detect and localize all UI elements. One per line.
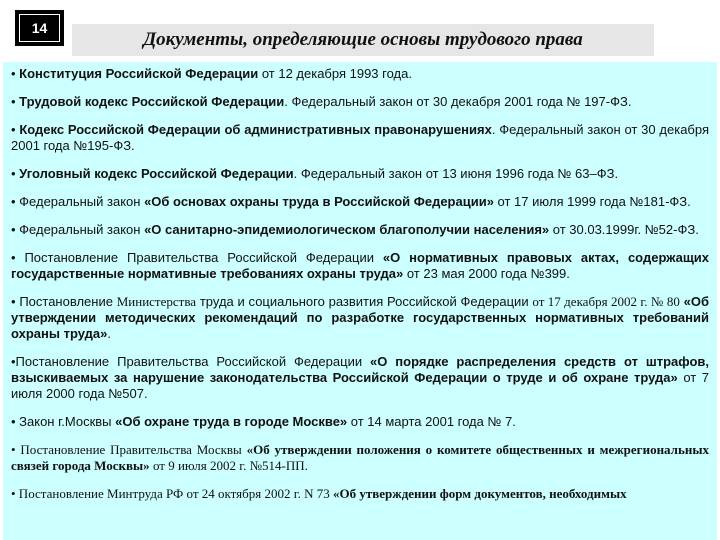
document-name: «Об утверждении форм документов, необходимых xyxy=(333,486,627,501)
document-text: от 17 декабря 2002 г. № 80 xyxy=(532,294,680,309)
document-name: Уголовный кодекс Российской Федерации xyxy=(19,166,294,181)
document-text: от 30.03.1999г. №52-ФЗ. xyxy=(549,222,699,237)
page-title: Документы, определяющие основы трудового права xyxy=(143,29,583,50)
document-text: от 17 июля 1999 года №181-ФЗ. xyxy=(493,194,691,209)
document-name: «Об утверждении положения о комитете общественных и межрегиональных связей города Москвы» xyxy=(11,442,709,473)
document-name: «Об основах охраны труда в Российской Федерации» xyxy=(144,194,494,209)
document-text: труда и социального развития Российской Федерации xyxy=(196,294,533,309)
list-item xyxy=(11,66,709,82)
document-name: Конституция Российской Федерации xyxy=(19,66,259,81)
list-item xyxy=(11,442,709,474)
document-text: • Постановление Минтруда РФ от 24 октября 2002 г. N 73 xyxy=(11,486,333,501)
document-text: от 12 декабря 1993 года. xyxy=(258,66,412,81)
document-text: •Постановление Правительства Российской Федерации xyxy=(11,354,371,369)
document-name: «О порядке распределения средств от штрафов, взыскиваемых за нарушение законодательства Российской Федерации о труде и об охране труда» xyxy=(11,354,709,385)
title-bar xyxy=(72,24,654,56)
document-name: «Об охране труда в городе Москве» xyxy=(115,414,348,429)
document-text: от 23 мая 2000 года №399. xyxy=(403,266,570,281)
list-item xyxy=(11,194,709,210)
document-name: Кодекс Российской Федерации об административных правонарушениях xyxy=(19,122,492,137)
list-item xyxy=(11,414,709,430)
list-item xyxy=(11,250,709,282)
document-text: от 9 июля 2002 г. №514-ПП. xyxy=(149,458,308,473)
document-text: • xyxy=(11,94,20,109)
slide-number-box xyxy=(15,10,64,46)
document-text: • xyxy=(11,166,20,181)
list-item xyxy=(11,94,709,110)
document-text: . xyxy=(107,326,111,341)
document-text: Министерства xyxy=(116,294,197,309)
list-item xyxy=(11,486,709,502)
list-item xyxy=(11,294,709,342)
document-text: • Федеральный закон xyxy=(11,222,145,237)
document-list xyxy=(3,62,717,540)
document-name: «О санитарно-эпидемиологическом благополучии населения» xyxy=(144,222,550,237)
list-item xyxy=(11,166,709,182)
document-name: «О нормативных правовых актах, содержащих государственные нормативные требованиях охраны труда» xyxy=(11,250,710,281)
document-text: от 7 июля 2000 года №507. xyxy=(11,370,710,401)
list-item xyxy=(11,122,709,154)
slide-number: 14 xyxy=(19,14,60,42)
document-text: • Закон г.Москвы xyxy=(11,414,116,429)
list-item xyxy=(11,354,709,402)
list-item xyxy=(11,222,709,238)
document-text: • xyxy=(11,122,20,137)
document-text: • Постановление Правительства Российской Федерации xyxy=(11,250,383,265)
document-text: • xyxy=(11,66,20,81)
document-text: от 14 марта 2001 года № 7. xyxy=(347,414,516,429)
document-text: . Федеральный закон от 30 декабря 2001 года №195-ФЗ. xyxy=(11,122,710,153)
document-name: «Об утверждении методических рекомендаций по разработке государственных нормативных требований охраны труда» xyxy=(11,294,710,341)
document-text: . Федеральный закон от 13 июня 1996 года № 63–ФЗ. xyxy=(293,166,619,181)
document-text: • Постановление xyxy=(11,294,117,309)
document-text: • Федеральный закон xyxy=(11,194,145,209)
document-name: Трудовой кодекс Российской Федерации xyxy=(19,94,285,109)
document-text: . Федеральный закон от 30 декабря 2001 года № 197-ФЗ. xyxy=(284,94,632,109)
document-text: • Постановление Правительства Москвы xyxy=(11,442,247,457)
